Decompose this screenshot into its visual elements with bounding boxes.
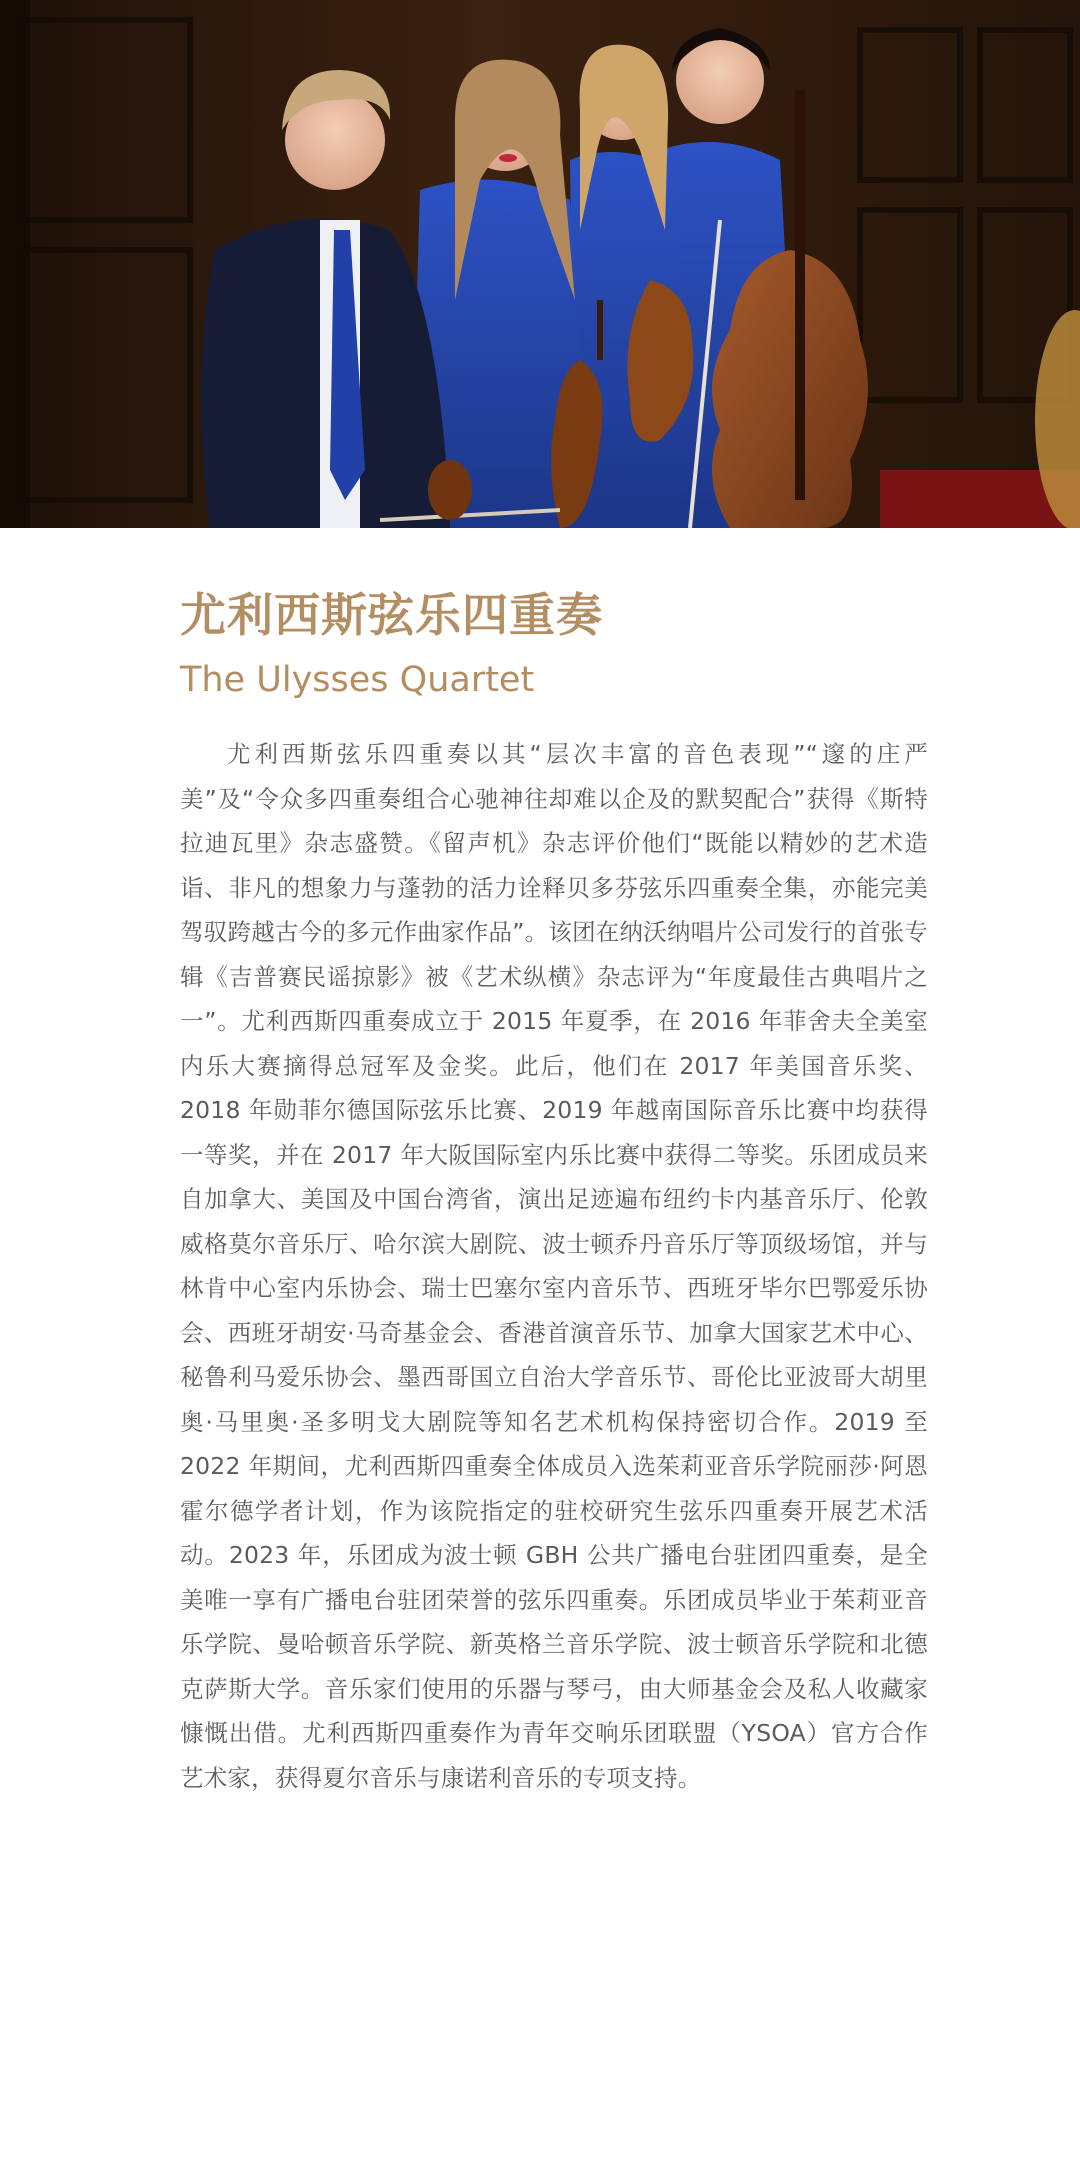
biography-paragraph: 尤利西斯弦乐四重奏以其“层次丰富的音色表现”“邃的庄严美”及“令众多四重奏组合心驰神往却难以企及的默契配合”获得《斯特拉迪瓦里》杂志盛赞。《留声机》杂志评价他们“既能以精妙的艺术造诣、非凡的想象力与蓬勃的活力诠释贝多芬弦乐四重奏全集，亦能完美驾驭跨越古今的多元作曲家作品”。该团在纳沃纳唱片公司发行的首张专辑《吉普赛民谣掠影》被《艺术纵横》杂志评为“年度最佳古典唱片之一”。尤利西斯四重奏成立于 2015 年夏季，在 2016 年菲舍夫全美室内乐大赛摘得总冠军及金奖。此后，他们在 2017 年美国音乐奖、2018 年勋菲尔德国际弦乐比赛、2019 年越南国际音乐比赛中均获得一等奖，并在 2017 年大阪国际室内乐比赛中获得二等奖。乐团成员来自加拿大、美国及中国台湾省，演出足迹遍布纽约卡内基音乐厅、伦敦威格莫尔音乐厅、哈尔滨大剧院、波士顿乔丹音乐厅等顶级场馆，并与林肯中心室内乐协会、瑞士巴塞尔室内音乐节、西班牙毕尔巴鄂爱乐协会、西班牙胡安·马奇基金会、香港首演音乐节、加拿大国家艺术中心、秘鲁利马爱乐协会、墨西哥国立自治大学音乐节、哥伦比亚波哥大胡里奥·马里奥·圣多明戈大剧院等知名艺术机构保持密切合作。2019 至 2022 年期间，尤利西斯四重奏全体成员入选茱莉亚音乐学院丽莎·阿恩霍尔德学者计划，作为该院指定的驻校研究生弦乐四重奏开展艺术活动。2023 年，乐团成为波士顿 GBH 公共广播电台驻团四重奏，是全美唯一享有广播电台驻团荣誉的弦乐四重奏。乐团成员毕业于茱莉亚音乐学院、曼哈顿音乐学院、新英格兰音乐学院、波士顿音乐学院和北德克萨斯大学。音乐家们使用的乐器与琴弓，由大师基金会及私人收藏家慷慨出借。尤利西斯四重奏作为青年交响乐团联盟（YSOA）官方合作艺术家，获得夏尔音乐与康诺利音乐的专项支持。 [180,740,928,1792]
article [180,580,928,1800]
title-english: The Ulysses Quartet [180,660,535,700]
title-chinese: 尤利西斯弦乐四重奏 [180,588,603,642]
hero-photo-art [0,0,1080,528]
hero-photo [0,0,1080,528]
